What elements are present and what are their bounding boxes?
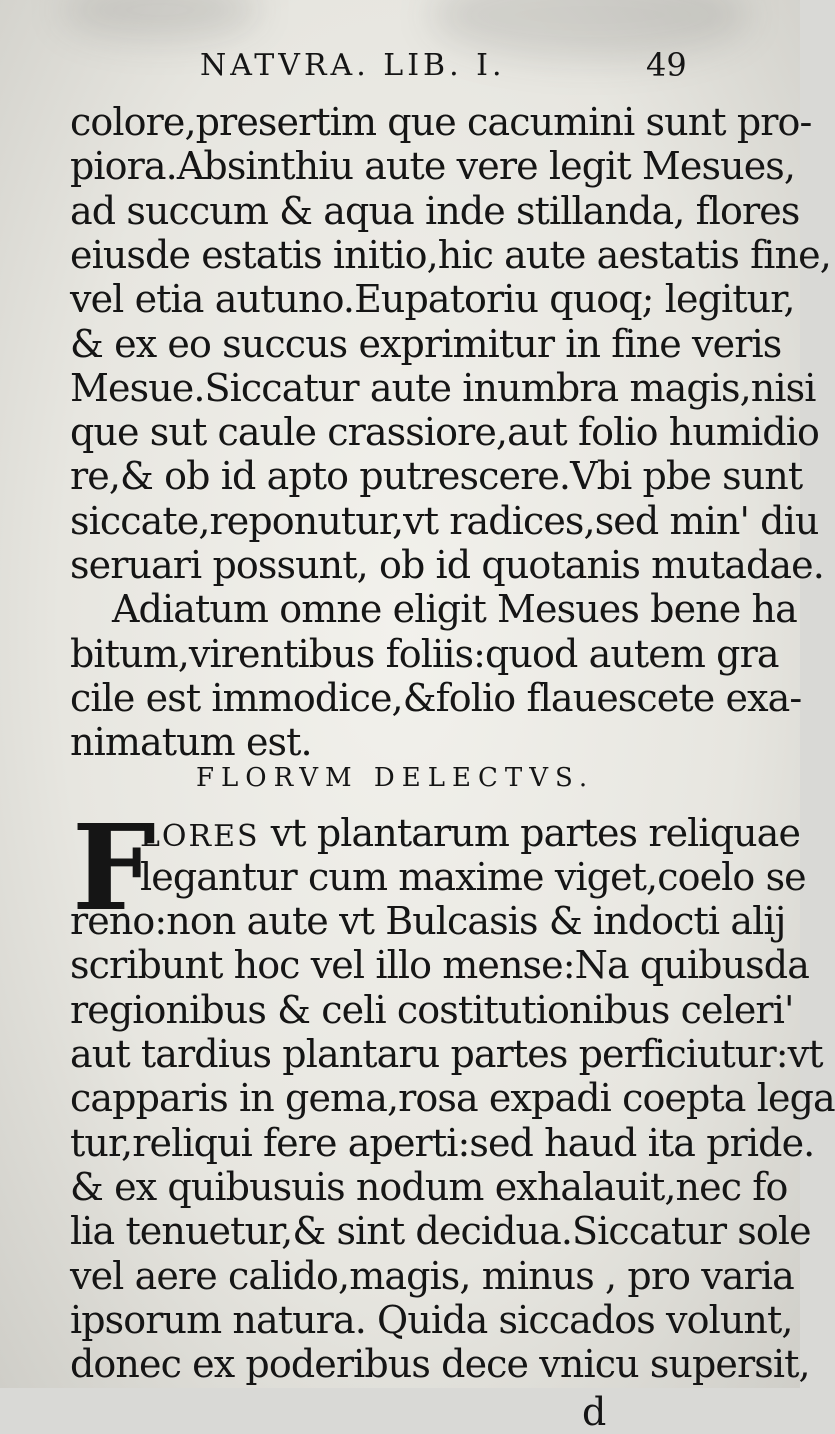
running-head: NATVRA. LIB. I.: [200, 48, 506, 83]
text-line: lia tenuetur,& sint decidua.Siccatur sole: [70, 1209, 811, 1254]
text-line: & ex quibusuis nodum exhalauit,nec fo: [70, 1164, 788, 1209]
text-line: siccate,reponutur,vt radices,sed min' diu: [70, 498, 819, 543]
text-line: ad succum & aqua inde stillanda, flores: [70, 188, 800, 233]
text-line: bitum,virentibus foliis:quod autem gra: [70, 631, 779, 676]
text-line: & ex eo succus exprimitur in fine veris: [70, 321, 782, 366]
text-line: Mesue.Siccatur aute inumbra magis,nisi: [70, 365, 816, 410]
text-line: vel aere calido,magis, minus , pro varia: [70, 1253, 794, 1298]
text-line: donec ex poderibus dece vnicu supersit,: [70, 1342, 810, 1387]
text-line: piora.Absinthiu aute vere legit Mesues,: [70, 144, 796, 189]
text-line: re,& ob id apto putrescere.Vbi pbe sunt: [70, 454, 803, 499]
text-line: Adiatum omne eligit Mesues bene ha: [112, 587, 797, 632]
text-line: nimatum est.: [70, 720, 312, 765]
text-line: vel etia autuno.Eupatoriu quoq; legitur,: [70, 277, 795, 322]
text-line: eiusde estatis initio,hic aute aestatis fine,: [70, 232, 831, 277]
text-line: [140, 810, 801, 859]
signature-mark: d: [582, 1390, 607, 1434]
text-line: ipsorum natura. Quida siccados volunt,: [70, 1297, 793, 1342]
text-line: aut tardius plantaru partes perficiutur:vt: [70, 1032, 823, 1076]
text-line: seruari possunt, ob id quotanis mutadae.: [70, 543, 824, 587]
text-line: reno:non aute vt Bulcasis & indocti alij: [70, 899, 786, 944]
text-line: cile est immodice,&folio flauescete exa-: [70, 675, 802, 720]
text-line: tur,reliqui fere aperti:sed haud ita pride.: [70, 1120, 815, 1165]
page-number: 49: [646, 46, 687, 84]
text-line: legantur cum maxime viget,coelo se: [140, 854, 806, 899]
text-line: que sut caule crassiore,aut folio humidio: [70, 410, 819, 455]
text-fragment: vt plantarum partes reliquae: [259, 810, 801, 855]
ink-smudge: [60, 0, 260, 40]
text-line: capparis in gema,rosa expadi coepta lega: [70, 1076, 835, 1121]
text-line: colore,presertim que cacumini sunt pro-: [70, 100, 812, 144]
text-line: regionibus & celi costitutionibus celeri': [70, 987, 794, 1032]
section-heading: FLORVM DELECTVS.: [196, 762, 595, 793]
text-line: scribunt hoc vel illo mense:Na quibusda: [70, 943, 809, 988]
first-word: LORES: [140, 818, 260, 854]
drop-cap: F: [72, 797, 156, 937]
